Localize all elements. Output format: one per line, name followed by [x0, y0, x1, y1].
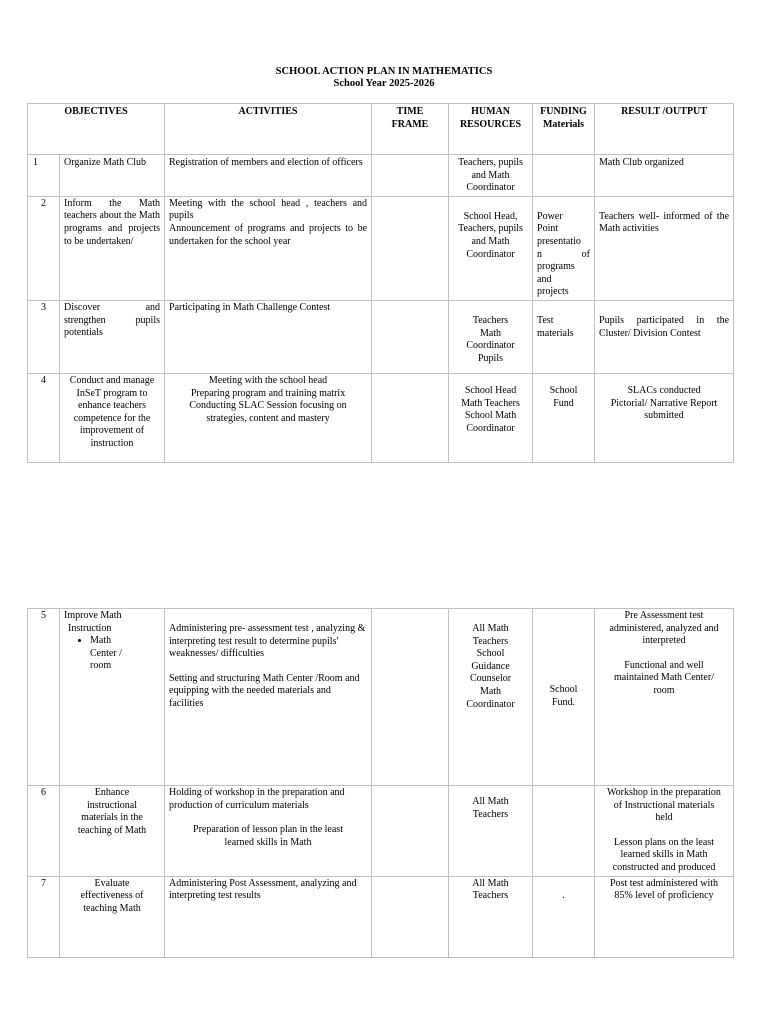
list-item: • Math Center / room	[90, 635, 160, 673]
row-number: 1	[28, 155, 60, 197]
time-frame-cell	[372, 373, 449, 462]
header-funding: FUNDING Materials	[533, 104, 595, 155]
table-row	[28, 373, 734, 462]
objective-cell: Discover and strengthen pupils potentials	[60, 300, 165, 373]
result-cell: SLACs conducted Pictorial/ Narrative Report submitted	[595, 373, 734, 462]
funding-cell: School Fund.	[533, 609, 595, 786]
human-resources-cell: School Head, Teachers, pupils and Math Coordinator	[449, 196, 533, 300]
human-resources-cell: All Math Teachers	[449, 786, 533, 877]
time-frame-cell	[372, 196, 449, 300]
activities-cell: Participating in Math Challenge Contest	[165, 300, 372, 373]
activities-cell: Registration of members and election of officers	[165, 155, 372, 197]
header-result: RESULT /OUTPUT	[595, 104, 734, 155]
table-row	[28, 786, 734, 877]
school-year: School Year 2025-2026	[333, 78, 435, 89]
action-plan-table-1	[27, 103, 734, 463]
time-frame-cell	[372, 786, 449, 877]
objective-cell: Evaluate effectiveness of teaching Math	[60, 876, 165, 957]
funding-cell	[533, 155, 595, 197]
objective-cell: Improve Math Instruction • Math Center / room	[60, 609, 165, 786]
header-row	[28, 104, 734, 155]
table-row	[28, 196, 734, 300]
objective-cell: Conduct and manage InSeT program to enhance teachers competence for the improvement of instruction	[60, 373, 165, 462]
activities-cell: Meeting with the school head Preparing program and training matrix Conducting SLAC Session focusing on strategies, content and mastery	[165, 373, 372, 462]
objective-bullet-list	[64, 635, 160, 673]
table-row	[28, 609, 734, 786]
header-human-resources: HUMAN RESOURCES	[449, 104, 533, 155]
human-resources-cell: Teachers Math Coordinator Pupils	[449, 300, 533, 373]
result-cell: Post test administered with 85% level of proficiency	[595, 876, 734, 957]
document-title	[0, 66, 768, 90]
result-cell: Pre Assessment test administered, analyzed and interpreted Functional and well maintained Math Center/ room	[595, 609, 734, 786]
human-resources-cell: Teachers, pupils and Math Coordinator	[449, 155, 533, 197]
header-activities: ACTIVITIES	[165, 104, 372, 155]
objective-cell: Inform the Math teachers about the Math programs and projects to be undertaken/	[60, 196, 165, 300]
time-frame-cell	[372, 300, 449, 373]
result-cell: Teachers well- informed of the Math activities	[595, 196, 734, 300]
header-objectives: OBJECTIVES	[28, 104, 165, 155]
result-cell: Math Club organized	[595, 155, 734, 197]
row-number: 6	[28, 786, 60, 877]
funding-cell: .	[533, 876, 595, 957]
table-row	[28, 155, 734, 197]
time-frame-cell	[372, 155, 449, 197]
time-frame-cell	[372, 876, 449, 957]
funding-cell	[533, 786, 595, 877]
plan-title: SCHOOL ACTION PLAN IN MATHEMATICS	[275, 66, 493, 77]
row-number: 5	[28, 609, 60, 786]
row-number: 4	[28, 373, 60, 462]
table-row	[28, 300, 734, 373]
funding-cell: Test materials	[533, 300, 595, 373]
activities-cell: Holding of workshop in the preparation and production of curriculum materials Preparation of lesson plan in the least learned skills in Math	[165, 786, 372, 877]
human-resources-cell: School Head Math Teachers School Math Coordinator	[449, 373, 533, 462]
row-number: 7	[28, 876, 60, 957]
funding-cell: School Fund	[533, 373, 595, 462]
row-number: 2	[28, 196, 60, 300]
time-frame-cell	[372, 609, 449, 786]
row-number: 3	[28, 300, 60, 373]
activities-cell: Administering Post Assessment, analyzing and interpreting test results	[165, 876, 372, 957]
objective-cell: Organize Math Club	[60, 155, 165, 197]
objective-cell: Enhance instructional materials in the teaching of Math	[60, 786, 165, 877]
human-resources-cell: All Math Teachers School Guidance Counselor Math Coordinator	[449, 609, 533, 786]
header-time-frame: TIME FRAME	[372, 104, 449, 155]
action-plan-table-2	[27, 608, 734, 958]
table-row	[28, 876, 734, 957]
human-resources-cell: All Math Teachers	[449, 876, 533, 957]
result-cell: Workshop in the preparation of Instructional materials held Lesson plans on the least learned skills in Math constructed and produced	[595, 786, 734, 877]
activities-cell: Meeting with the school head , teachers and pupils Announcement of programs and projects to be undertaken for the school year	[165, 196, 372, 300]
activities-cell: Administering pre- assessment test , analyzing & interpreting test result to determine pupils' weaknesses/ difficulties Setting and structuring Math Center /Room and equipping with the needed materials and facilities	[165, 609, 372, 786]
funding-cell: Power Point presentatio n of programs and projects	[533, 196, 595, 300]
result-cell: Pupils participated in the Cluster/ Division Contest	[595, 300, 734, 373]
